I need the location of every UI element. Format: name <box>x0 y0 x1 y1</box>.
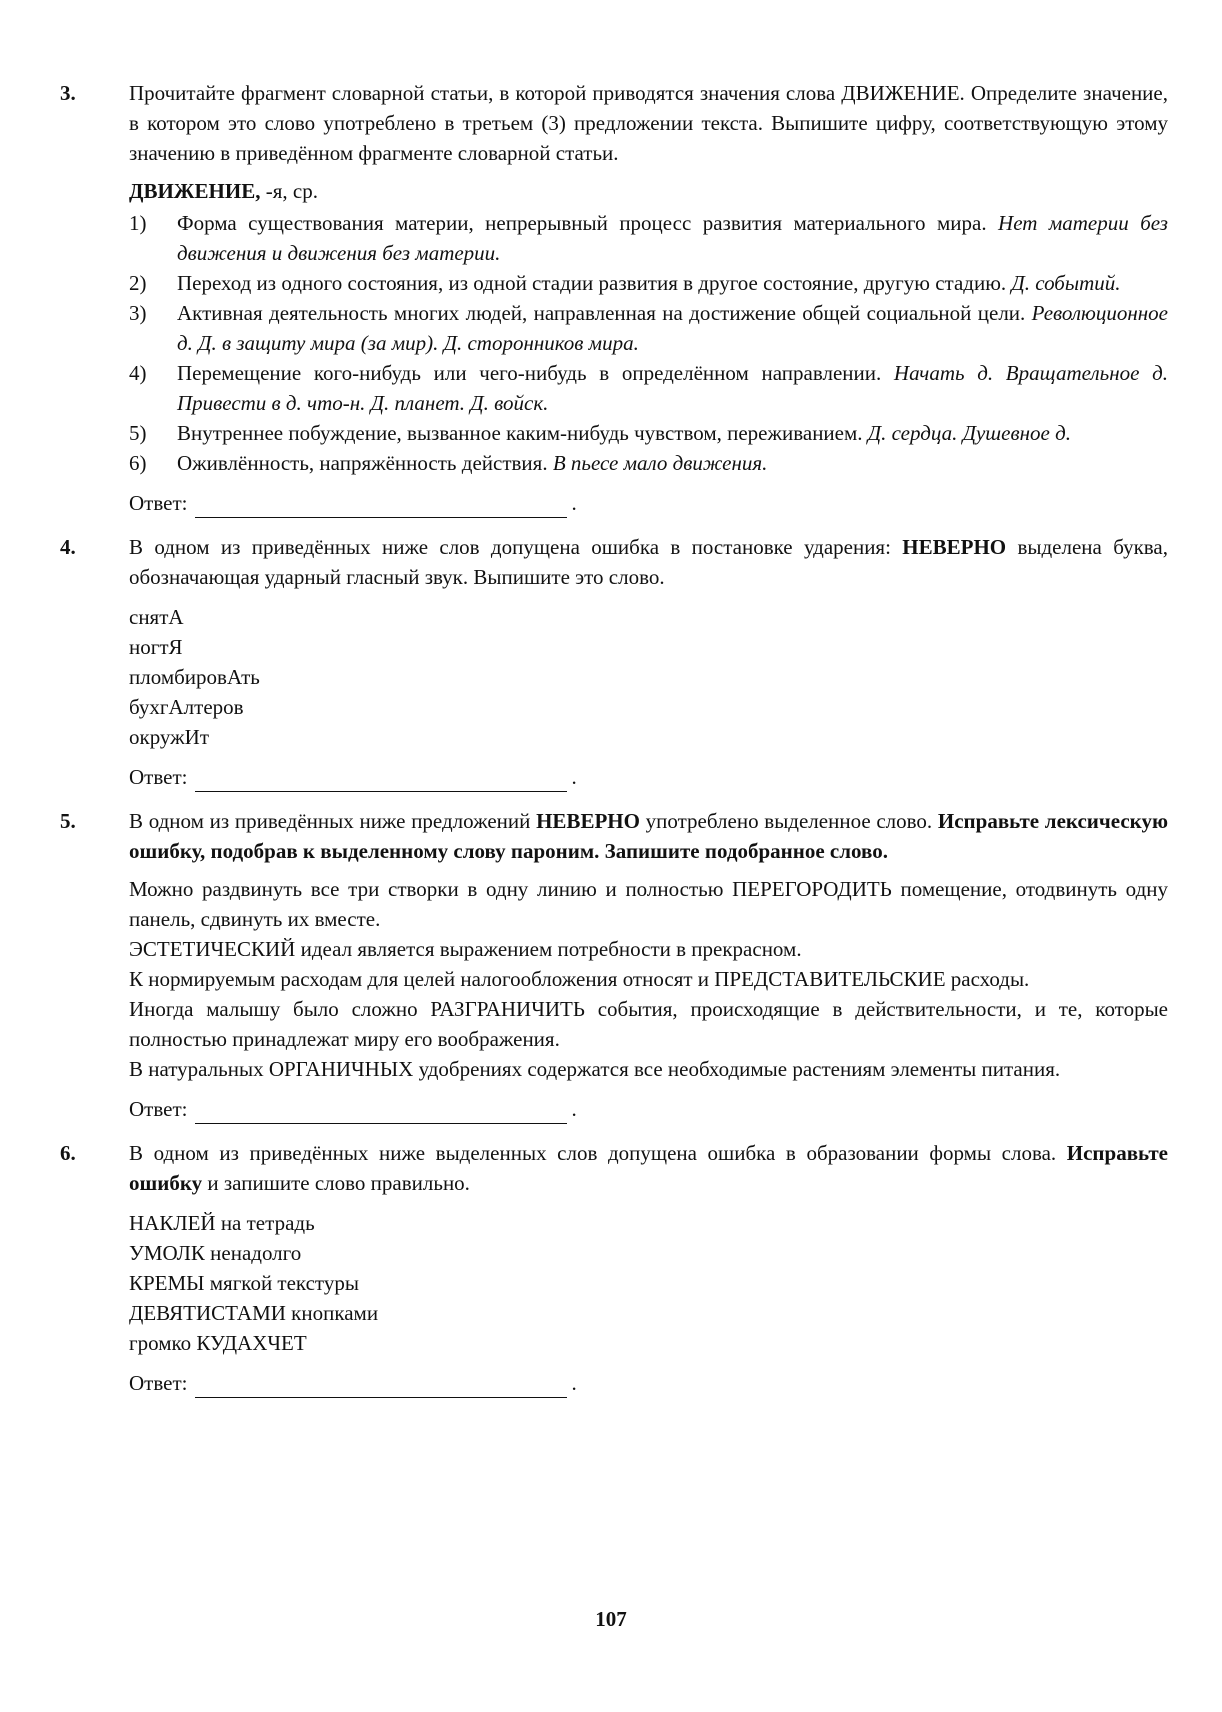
list-item: ДЕВЯТИСТАМИ кнопками <box>129 1301 379 1325</box>
definition-item <box>129 268 1168 298</box>
prompt-text: В одном из приведённых ниже слов допущена ошибка в постановке ударения: <box>129 535 903 559</box>
answer-period: . <box>571 1097 577 1121</box>
list-item: Иногда малышу было сложно РАЗГРАНИЧИТЬ события, происходящие в действительности, и те, которые полностью принадлежат миру его воображения. <box>129 997 1168 1051</box>
definition-meaning: Форма существования материи, непрерывный процесс развития материального мира. <box>177 211 999 235</box>
page-number: 107 <box>595 1607 627 1631</box>
list-item: ЭСТЕТИЧЕСКИЙ идеал является выражением потребности в прекрасном. <box>129 937 802 961</box>
task-body <box>129 78 1168 518</box>
definition-number: 2) <box>129 271 147 295</box>
definition-item <box>129 208 1168 268</box>
definition-example: Д. сердца. Душевное д. <box>867 421 1071 445</box>
definition-number: 1) <box>129 211 147 235</box>
answer-label: Ответ: <box>129 1371 188 1395</box>
definition-item <box>129 358 1168 418</box>
answer-row <box>129 762 1168 792</box>
task-prompt <box>129 806 1168 866</box>
answer-label: Ответ: <box>129 491 188 515</box>
definition-number: 3) <box>129 301 147 325</box>
task-number: 4. <box>60 535 76 559</box>
answer-label: Ответ: <box>129 765 188 789</box>
definition-example: В пьесе мало движения. <box>552 451 768 475</box>
dictionary-entry <box>129 176 1168 206</box>
list-item: бухгАлтеров <box>129 695 244 719</box>
list-item: УМОЛК ненадолго <box>129 1241 302 1265</box>
definition-example: Д. событий. <box>1011 271 1121 295</box>
prompt-emphasis: Исправьте ошибку <box>129 1141 1168 1195</box>
definition-text <box>177 418 1168 448</box>
answer-row <box>129 1368 1168 1398</box>
definition-text <box>177 358 1168 418</box>
task-prompt <box>129 1138 1168 1198</box>
list-item: ногтЯ <box>129 635 183 659</box>
prompt-instruction: Исправьте лексическую ошибку, подобрав к выделенному слову пароним. Запишите подобранное слово. <box>129 809 1168 863</box>
task-prompt <box>129 532 1168 592</box>
answer-period: . <box>571 765 577 789</box>
task-3 <box>60 78 1168 518</box>
word-list <box>129 602 1168 752</box>
headword-grammar: -я, ср. <box>260 179 318 203</box>
list-item: окружИт <box>129 725 210 749</box>
sentence-list <box>129 874 1168 1084</box>
definition-text <box>177 268 1168 298</box>
definition-meaning: Переход из одного состояния, из одной стадии развития в другое состояние, другую стадию. <box>177 271 1012 295</box>
definition-text <box>177 298 1168 358</box>
definition-meaning: Активная деятельность многих людей, направленная на достижение общей социальной цели. <box>177 301 1032 325</box>
task-body <box>129 532 1168 792</box>
definition-meaning: Перемещение кого-нибудь или чего-нибудь в определённом направлении. <box>177 361 894 385</box>
answer-field[interactable] <box>195 1101 567 1124</box>
answer-field[interactable] <box>195 769 567 792</box>
task-6 <box>60 1138 1168 1398</box>
answer-period: . <box>571 491 577 515</box>
phrase-list <box>129 1208 1168 1358</box>
prompt-text: В одном из приведённых ниже предложений <box>129 809 537 833</box>
prompt-text: В одном из приведённых ниже выделенных слов допущена ошибка в образовании формы слова. <box>129 1141 1067 1165</box>
headword: ДВИЖЕНИЕ, <box>129 179 261 203</box>
answer-field[interactable] <box>195 495 567 518</box>
definition-text <box>177 448 1168 478</box>
list-item: пломбировАть <box>129 665 260 689</box>
answer-row <box>129 1094 1168 1124</box>
list-item: В натуральных ОРГАНИЧНЫХ удобрениях содержатся все необходимые растениям элементы питания. <box>129 1057 1061 1081</box>
task-5 <box>60 806 1168 1124</box>
definition-number: 6) <box>129 451 147 475</box>
task-number: 6. <box>60 1141 76 1165</box>
answer-field[interactable] <box>195 1375 567 1398</box>
list-item: К нормируемым расходам для целей налогообложения относят и ПРЕДСТАВИТЕЛЬСКИЕ расходы. <box>129 967 1030 991</box>
prompt-emphasis: НЕВЕРНО <box>536 809 640 833</box>
prompt-text: выделена буква, обозначающая ударный гласный звук. Выпишите это слово. <box>129 535 1168 589</box>
task-prompt: Прочитайте фрагмент словарной статьи, в которой приводятся значения слова ДВИЖЕНИЕ. Определите значение, в котором это слово употреблено в третьем (3) предложении текста. Выпишите цифру, соответствующую этому значению в приведённом фрагменте словарной статьи. <box>129 81 1168 165</box>
task-body <box>129 806 1168 1124</box>
task-number: 3. <box>60 81 76 105</box>
list-item: НАКЛЕЙ на тетрадь <box>129 1211 315 1235</box>
definition-text <box>177 208 1168 268</box>
definition-meaning: Оживлённость, напряжённость действия. <box>177 451 553 475</box>
definition-example: Революционное д. Д. в защиту мира (за мир). Д. сторонников мира. <box>177 301 1168 355</box>
list-item: громко КУДАХЧЕТ <box>129 1331 307 1355</box>
list-item: снятА <box>129 605 184 629</box>
definition-item <box>129 418 1168 448</box>
answer-row <box>129 488 1168 518</box>
task-number: 5. <box>60 809 76 833</box>
prompt-emphasis: НЕВЕРНО <box>902 535 1007 559</box>
list-item: Можно раздвинуть все три створки в одну линию и полностью ПЕРЕГОРОДИТЬ помещение, отодвинуть одну панель, сдвинуть их вместе. <box>129 877 1168 931</box>
definition-item <box>129 448 1168 478</box>
task-body <box>129 1138 1168 1398</box>
answer-label: Ответ: <box>129 1097 188 1121</box>
list-item: КРЕМЫ мягкой текстуры <box>129 1271 359 1295</box>
definition-number: 5) <box>129 421 147 445</box>
definition-number: 4) <box>129 361 147 385</box>
definition-list <box>129 208 1168 478</box>
prompt-text: и запишите слово правильно. <box>202 1171 470 1195</box>
definition-example: Начать д. Вращательное д. Привести в д. что-н. Д. планет. Д. войск. <box>177 361 1168 415</box>
task-4 <box>60 532 1168 792</box>
definition-item <box>129 298 1168 358</box>
prompt-text: употреблено выделенное слово. <box>639 809 938 833</box>
definition-meaning: Внутреннее побуждение, вызванное каким-нибудь чувством, переживанием. <box>177 421 868 445</box>
answer-period: . <box>571 1371 577 1395</box>
definition-example: Нет материи без движения и движения без материи. <box>177 211 1168 265</box>
